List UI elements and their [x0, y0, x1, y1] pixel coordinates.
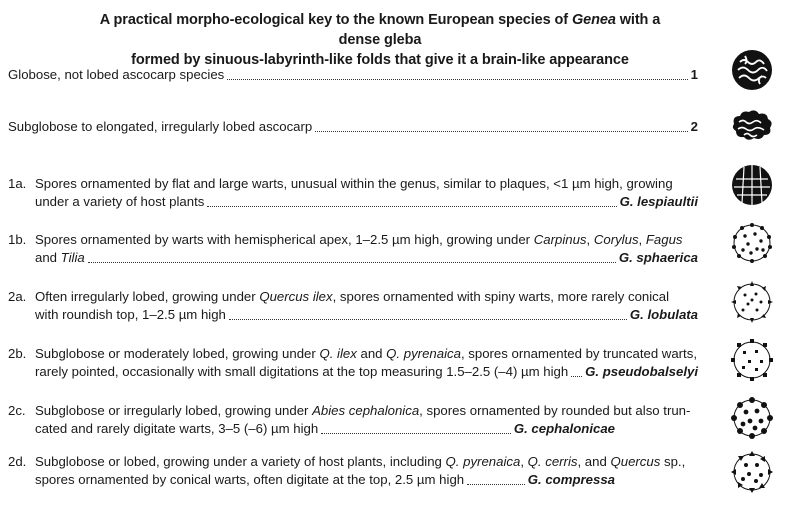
entry-text-line1: Spores ornamented by flat and large warts, unusual within the genus, similar to plaques, <1 µm high, growing	[35, 176, 673, 191]
leader-dots	[88, 261, 616, 263]
entry-text-line1	[35, 288, 669, 306]
text-part: Subglobose or lobed, growing under a variety of host plants, including	[35, 454, 446, 469]
entry-text-line1	[35, 345, 697, 363]
text-part: ,	[586, 232, 594, 247]
taxon-name: Carpinus	[533, 232, 587, 247]
entry-label: 2c.	[8, 403, 26, 418]
entry-result: G. sphaerica	[618, 250, 698, 265]
text-part: ,	[638, 232, 646, 247]
taxon-name: Abies cephalonica	[312, 403, 420, 418]
text-part: Subglobose or irregularly lobed, growing under	[35, 403, 313, 418]
entry-label: 1b.	[8, 232, 27, 247]
text-part: , spores ornamented with spiny warts, more rarely conical	[332, 289, 670, 304]
text-part: ,	[520, 454, 528, 469]
entry-text-line2: rarely pointed, occasionally with small digitations at the top measuring 1.5–2.5 (–4) µm high	[35, 364, 569, 379]
entry-text-line1	[35, 231, 683, 249]
lobed-brain-ascocarp-icon	[730, 104, 774, 148]
entry-result: G. pseudobalselyi	[585, 364, 698, 379]
leader-dots	[321, 432, 511, 434]
truncated-wart-spore-icon	[730, 338, 774, 382]
text-part: Spores ornamented by warts with hemispherical apex, 1–2.5 µm high, growing under	[35, 232, 534, 247]
flat-plaque-spore-icon	[730, 163, 774, 207]
taxon-name: Fagus	[645, 232, 683, 247]
leader-dots	[227, 78, 687, 80]
entry-label: 1a.	[8, 176, 27, 191]
entry-result: G. cephalonicae	[513, 421, 615, 436]
text-part: , and	[577, 454, 611, 469]
entry-text-line1	[35, 402, 690, 420]
taxon-name: Quercus ilex	[259, 289, 333, 304]
entry-text-line2: cated and rarely digitate warts, 3–5 (–6) µm high	[35, 421, 319, 436]
text-part: and	[356, 346, 387, 361]
text-part: Subglobose or moderately lobed, growing under	[35, 346, 320, 361]
taxon-name: Q. cerris	[527, 454, 578, 469]
globose-brain-ascocarp-icon	[730, 48, 774, 92]
leader-dots	[467, 483, 525, 485]
taxon-name: Tilia	[60, 250, 85, 265]
taxon-name: Q. pyrenaica	[445, 454, 521, 469]
entry-text-line2	[35, 249, 85, 267]
entry-text-line2: spores ornamented by conical warts, often digitate at the top, 2.5 µm high	[35, 472, 465, 487]
leader-dots	[207, 205, 616, 207]
leader-dots	[229, 318, 627, 320]
entry-result: 2	[690, 119, 698, 134]
spiny-wart-spore-icon	[730, 280, 774, 324]
text-part: Often irregularly lobed, growing under	[35, 289, 260, 304]
entry-text-line2: with roundish top, 1–2.5 µm high	[35, 307, 226, 322]
text-part: and	[35, 250, 61, 265]
rounded-wart-spore-icon	[730, 396, 774, 440]
text-part: , spores ornamented by rounded but also trun-	[419, 403, 691, 418]
text-part: , spores ornamented by truncated warts,	[460, 346, 697, 361]
text-part: sp.,	[660, 454, 686, 469]
taxon-name: Q. ilex	[319, 346, 357, 361]
taxon-name: Q. pyrenaica	[386, 346, 461, 361]
title-text-end: with a dense gleba	[338, 12, 661, 48]
title-line-1	[90, 10, 670, 50]
entry-label: 2b.	[8, 346, 27, 361]
entry-result: 1	[690, 67, 698, 82]
taxon-name: Quercus	[610, 454, 661, 469]
entry-text: Subglobose to elongated, irregularly lobed ascocarp	[8, 119, 313, 134]
title-text: A practical morpho-ecological key to the known European species of	[99, 12, 572, 28]
entry-text-line1	[35, 453, 685, 471]
title-line-2: formed by sinuous-labyrinth-like folds that give it a brain-like appearance	[131, 52, 629, 68]
entry-label: 2a.	[8, 289, 27, 304]
conical-wart-spore-icon	[730, 450, 774, 494]
entry-text: Globose, not lobed ascocarp species	[8, 67, 225, 82]
leader-dots	[571, 375, 582, 377]
entry-text-line2: under a variety of host plants	[35, 194, 205, 209]
hemispherical-wart-spore-icon	[730, 221, 774, 265]
entry-label: 2d.	[8, 454, 27, 469]
entry-result: G. lobulata	[629, 307, 698, 322]
leader-dots	[315, 130, 687, 132]
entry-result: G. lespiaultii	[619, 194, 698, 209]
taxon-name: Corylus	[593, 232, 639, 247]
entry-result: G. compressa	[527, 472, 615, 487]
page-title	[90, 10, 670, 70]
title-genus: Genea	[571, 12, 616, 28]
